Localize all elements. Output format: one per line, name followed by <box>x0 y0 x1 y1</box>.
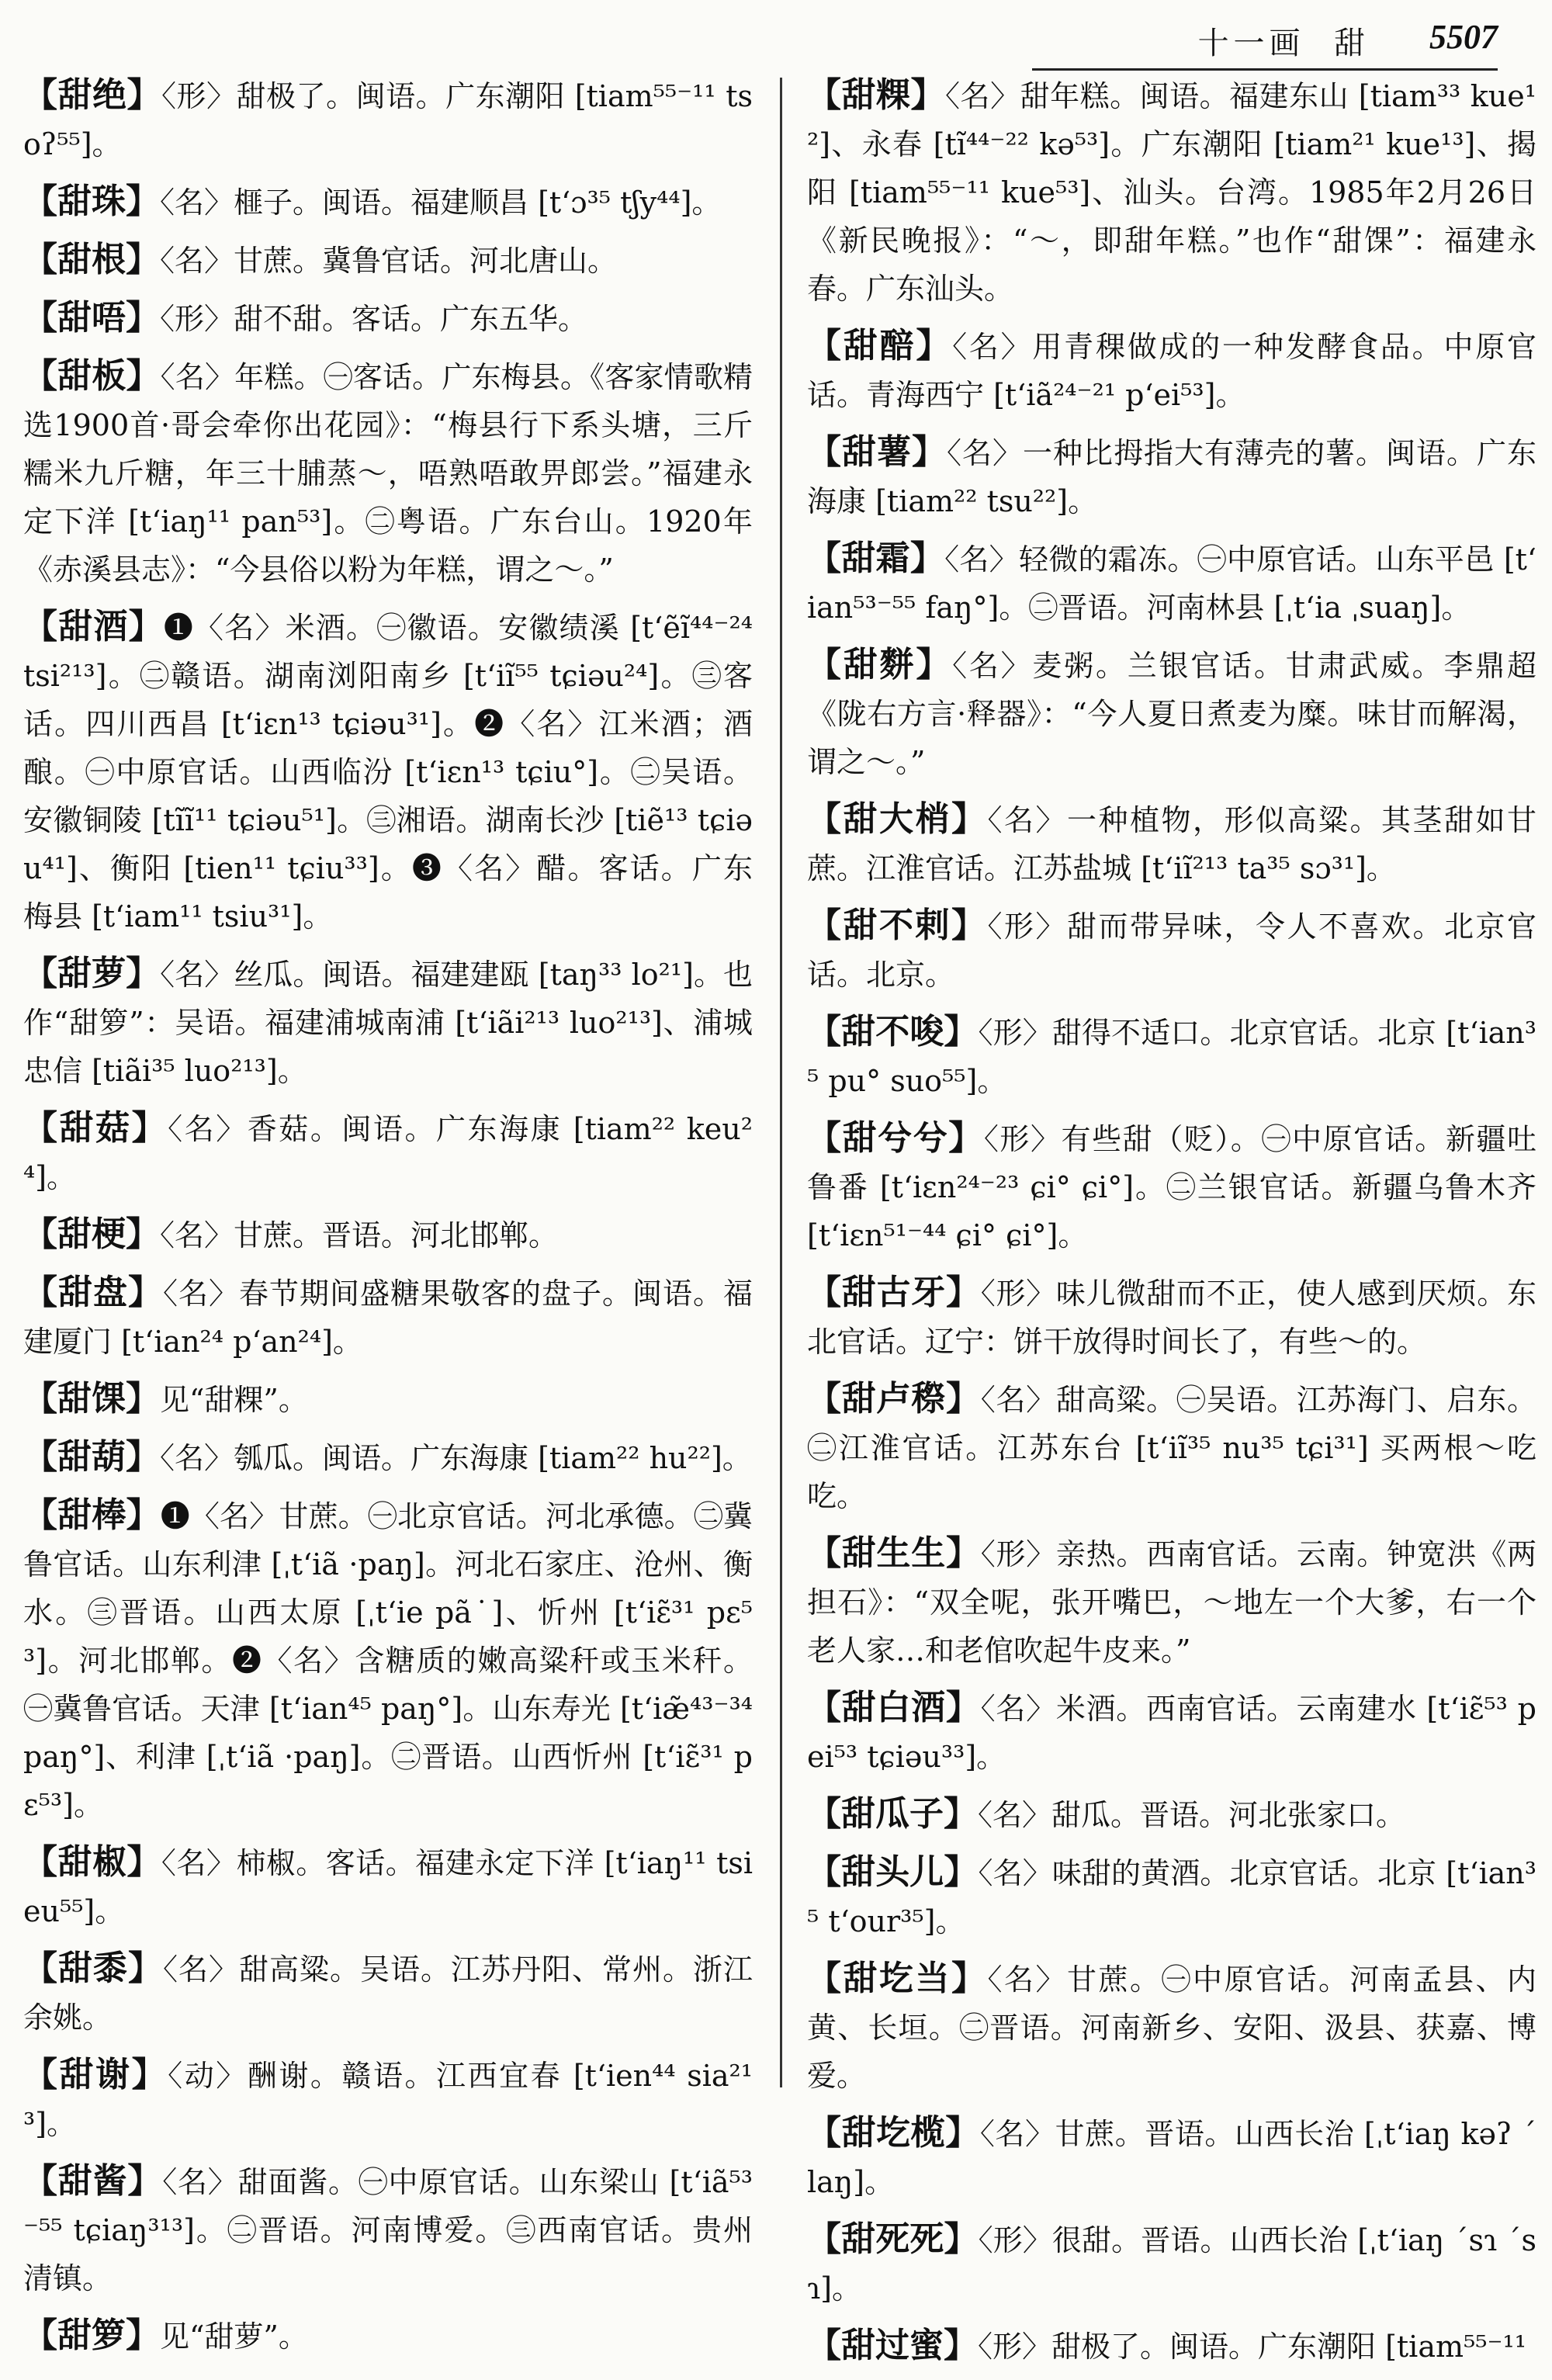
dictionary-entry <box>807 2109 1536 2206</box>
dictionary-entry <box>807 322 1536 419</box>
dictionary-entry <box>807 1955 1536 2100</box>
entry-headword: 【甜菇】 <box>23 1108 168 1148</box>
entry-definition: 〈名〉柿椒。客话。福建永定下洋 [tʻiaŋ¹¹ tsieu⁵⁵]。 <box>23 1846 753 1928</box>
dictionary-entry <box>23 71 753 168</box>
entry-headword: 【甜绝】 <box>23 75 162 115</box>
entry-headword: 【甜瓜子】 <box>807 1794 978 1834</box>
dictionary-entry <box>807 1375 1536 1520</box>
dictionary-entry <box>23 1375 753 1424</box>
dictionary-entry <box>23 1104 753 1201</box>
dictionary-entry <box>807 1008 1536 1105</box>
entry-definition: 〈名〉春节期间盛糖果敬客的盘子。闽语。福建厦门 [tʻian²⁴ pʻan²⁴]。 <box>23 1277 753 1359</box>
entry-headword: 【甜萝】 <box>23 954 161 993</box>
entry-headword: 【甜梗】 <box>23 1214 160 1254</box>
entry-headword: 【甜圪当】 <box>807 1959 988 1998</box>
left-column <box>23 71 753 2370</box>
entry-headword: 【甜大梢】 <box>807 799 988 839</box>
entry-definition: 〈名〉甘蔗。冀鲁官话。河北唐山。 <box>160 244 618 278</box>
entry-headword: 【甜酒】 <box>23 607 164 646</box>
entry-headword: 【甜棒】 <box>23 1495 161 1535</box>
dictionary-entry <box>23 603 753 941</box>
entry-headword: 【甜头儿】 <box>807 1852 979 1892</box>
entry-headword: 【甜圪榄】 <box>807 2113 980 2153</box>
stroke-count-label: 十一画 甜 <box>1197 26 1370 61</box>
entry-headword: 【甜古牙】 <box>807 1273 981 1312</box>
page-header <box>1032 14 1498 71</box>
dictionary-entry <box>807 1530 1536 1675</box>
entry-definition: 〈名〉年糕。㊀客话。广东梅县。《客家情歌精选1900首·哥会牵你出花园》：“梅县行下系头塘，三斤糯米九斤糖，年三十脯蒸～，唔熟唔敢畀郎尝。”福建永定下洋 [tʻiaŋ¹¹ pan⁵³]。㊁粤语。广东台山。1920年《赤溪县志》：“今县俗以粉为年糕，谓之～。” <box>23 360 753 587</box>
dictionary-entry <box>23 352 753 594</box>
dictionary-entry <box>807 1848 1536 1945</box>
dictionary-entry <box>807 2322 1536 2371</box>
entry-definition: 〈名〉甘蔗。晋语。山西长治 [ˌtʻiaŋ kəʔ ˊlaŋ]。 <box>807 2117 1537 2199</box>
entry-definition: 见“甜粿”。 <box>160 1383 308 1417</box>
entry-definition: 〈名〉甘蔗。晋语。河北邯郸。 <box>160 1218 559 1252</box>
entry-definition: 〈形〉甜极了。闽语。广东潮阳 [tiam⁵⁵⁻¹¹ tsoʔ⁵⁵]。 <box>23 79 753 161</box>
entry-headword: 【甜白酒】 <box>807 1688 981 1727</box>
entry-headword: 【甜酱】 <box>23 2161 163 2201</box>
dictionary-entry <box>807 2215 1536 2312</box>
entry-definition: 〈名〉甘蔗。㊀中原官话。河南孟县、内黄、长垣。㊁晋语。河南新乡、安阳、汲县、获嘉、博爱。 <box>807 1963 1536 2093</box>
entry-definition: 〈名〉用青稞做成的一种发酵食品。中原官话。青海西宁 [tʻiã²⁴⁻²¹ pʻei⁵³]。 <box>807 330 1536 412</box>
dictionary-entry <box>23 950 753 1095</box>
dictionary-entry <box>807 902 1536 999</box>
dictionary-entry <box>23 1211 753 1259</box>
entry-definition: 〈形〉甜得不适口。北京官话。北京 [tʻian³⁵ pu° suo⁵⁵]。 <box>807 1016 1537 1098</box>
dictionary-entry <box>23 1433 753 1482</box>
dictionary-entry <box>807 1790 1536 1839</box>
entry-definition: 〈名〉一种植物，形似高粱。其茎甜如甘蔗。江淮官话。江苏盐城 [tʻiĩ²¹³ ta³⁵ sɔ³¹]。 <box>807 803 1536 885</box>
entry-headword: 【甜珠】 <box>23 182 160 221</box>
entry-headword: 【甜盘】 <box>23 1273 163 1312</box>
entry-headword: 【甜唔】 <box>23 298 160 338</box>
entry-definition: 〈名〉甜面酱。㊀中原官话。山东梁山 [tʻiã⁵³⁻⁵⁵ tɕiaŋ³¹³]。㊁晋语。河南博爱。㊂西南官话。贵州清镇。 <box>23 2165 753 2295</box>
entry-definition: 见“甜萝”。 <box>160 2319 308 2354</box>
dictionary-entry <box>23 178 753 227</box>
dictionary-entry <box>807 71 1536 313</box>
entry-definition: 〈形〉甜极了。闽语。广东潮阳 [tiam⁵⁵⁻¹¹ <box>978 2330 1527 2364</box>
dictionary-entry <box>23 1945 753 2042</box>
entry-definition: ❶〈名〉米酒。㊀徽语。安徽绩溪 [tʻẽĩ⁴⁴⁻²⁴ tsi²¹³]。㊁赣语。湖南浏阳南乡 [tʻiĩ⁵⁵ tɕiəu²⁴]。㊂客话。四川西昌 [tʻiɛn¹³ tɕiəu³¹]。❷〈名〉江米酒；酒酿。㊀中原官话。山西临汾 [tʻiɛn¹³ tɕiu°]。㊁吴语。安徽铜陵 [tĩĩ¹¹ tɕiəu⁵¹]。㊂湘语。湖南长沙 [tiẽ¹³ tɕiəu⁴¹]、衡阳 [tien¹¹ tɕiu³³]。❸〈名〉醋。客话。广东梅县 [tʻiam¹¹ tsiu³¹]。 <box>23 611 753 934</box>
entry-headword: 【甜兮兮】 <box>807 1118 984 1158</box>
dictionary-entry <box>807 795 1536 892</box>
entry-headword: 【甜生生】 <box>807 1533 981 1573</box>
entry-definition: 〈名〉甜年糕。闽语。福建东山 [tiam³³ kue¹²]、永春 [tĩ⁴⁴⁻²² kə⁵³]。广东潮阳 [tiam²¹ kue¹³]、揭阳 [tiam⁵⁵⁻¹¹ kue⁵³]、汕头。台湾。1985年2月26日《新民晚报》：“～，即甜年糕。”也作“甜馃”：福建永春。广东汕头。 <box>807 79 1536 306</box>
dictionary-entry <box>23 1269 753 1366</box>
entry-definition: 〈名〉甜高粱。吴语。江苏丹阳、常州。浙江余姚。 <box>23 1952 753 2035</box>
entry-definition: ❶〈名〉甘蔗。㊀北京官话。河北承德。㊁冀鲁官话。山东利津 [ˌtʻiã ·paŋ]。河北石家庄、沧州、衡水。㊂晋语。山西太原 [ˌtʻie pã˙]、忻州 [tʻiɛ̃³¹ pɛ⁵³]。河北邯郸。❷〈名〉含糖质的嫩高粱秆或玉米秆。㊀冀鲁官话。天津 [tʻian⁴⁵ paŋ°]。山东寿光 [tʻiæ̃⁴³⁻³⁴ paŋ°]、利津 [ˌtʻiã ·paŋ]。㊁晋语。山西忻州 [tʻiɛ̃³¹ pɛ⁵³]。 <box>23 1499 753 1822</box>
dictionary-entry <box>23 1838 753 1935</box>
column-divider <box>780 78 782 2087</box>
right-column <box>807 71 1536 2380</box>
entry-headword: 【甜黍】 <box>23 1949 163 1988</box>
entry-headword: 【甜馃】 <box>23 1379 160 1419</box>
entry-headword: 【甜谢】 <box>23 2055 168 2094</box>
entry-definition: 〈形〉有些甜（贬）。㊀中原官话。新疆吐鲁番 [tʻiɛn²⁴⁻²³ ɕi° ɕi°]。㊁兰银官话。新疆乌鲁木齐 [tʻiɛn⁵¹⁻⁴⁴ ɕi° ɕi°]。 <box>807 1122 1536 1252</box>
dictionary-entry <box>807 641 1536 786</box>
entry-headword: 【甜板】 <box>23 356 161 396</box>
entry-definition: 〈名〉甜高粱。㊀吴语。江苏海门、启东。㊁江淮官话。江苏东台 [tʻiĩ³⁵ nu³⁵ tɕi³¹] 买两根～吃吃。 <box>807 1383 1536 1513</box>
entry-definition: 〈名〉榧子。闽语。福建顺昌 [tʻɔ³⁵ tʃy⁴⁴]。 <box>160 185 722 220</box>
entry-definition: 〈形〉亲热。西南官话。云南。钟宽洪《两担石》：“双全呢，张开嘴巴，～地左一个大爹，右一个老人家…和老倌吹起牛皮来。” <box>807 1537 1536 1668</box>
entry-definition: 〈形〉甜而带异味，令人不喜欢。北京官话。北京。 <box>807 909 1536 992</box>
entry-definition: 〈名〉麦粥。兰银官话。甘肃武威。李鼎超《陇右方言·释器》：“今人夏日煮麦为糜。味甘而解渴，谓之～。” <box>807 649 1536 779</box>
dictionary-entry <box>23 1491 753 1829</box>
entry-headword: 【甜不唆】 <box>807 1012 979 1051</box>
dictionary-entry <box>807 428 1536 525</box>
entry-definition: 〈名〉轻微的霜冻。㊀中原官话。山东平邑 [tʻian⁵³⁻⁵⁵ faŋ°]。㊁晋语。河南林县 [ˌtʻia ˌsuaŋ]。 <box>807 542 1536 625</box>
dictionary-entry <box>23 2051 753 2148</box>
entry-definition: 〈名〉一种比拇指大有薄壳的薯。闽语。广东海康 [tiam²² tsu²²]。 <box>807 436 1536 518</box>
entry-headword: 【甜醅】 <box>807 326 953 365</box>
entry-headword: 【甜箩】 <box>23 2316 160 2355</box>
entry-definition: 〈形〉甜不甜。客话。广东五华。 <box>160 302 588 336</box>
dictionary-entry <box>23 236 753 285</box>
dictionary-entry <box>23 2312 753 2361</box>
entry-definition: 〈名〉香菇。闽语。广东海康 [tiam²² keu²⁴]。 <box>23 1112 753 1194</box>
page-number: 5507 <box>1429 18 1498 56</box>
entry-definition: 〈动〉酬谢。赣语。江西宜春 [tʻien⁴⁴ sia²¹³]。 <box>23 2059 753 2141</box>
entry-definition: 〈名〉丝瓜。闽语。福建建瓯 [taŋ³³ lo²¹]。也作“甜箩”：吴语。福建浦城南浦 [tʻiãi²¹³ luo²¹³]、浦城忠信 [tiãi³⁵ luo²¹³]。 <box>23 958 753 1088</box>
dictionary-entry <box>807 1114 1536 1259</box>
entry-headword: 【甜椒】 <box>23 1842 161 1882</box>
entry-headword: 【甜葫】 <box>23 1437 160 1477</box>
entry-headword: 【甜霜】 <box>807 539 945 578</box>
entry-headword: 【甜薯】 <box>807 432 947 472</box>
entry-definition: 〈形〉味儿微甜而不正，使人感到厌烦。东北官话。辽宁：饼干放得时间长了，有些～的。 <box>807 1277 1536 1359</box>
dictionary-entry <box>807 1684 1536 1781</box>
entry-headword: 【甜卢穄】 <box>807 1379 981 1419</box>
entry-headword: 【甜不剌】 <box>807 906 988 945</box>
entry-headword: 【甜䴵】 <box>807 645 953 684</box>
entry-definition: 〈名〉甜瓜。晋语。河北张家口。 <box>978 1798 1406 1832</box>
dictionary-entry <box>23 294 753 343</box>
entry-definition: 〈名〉味甜的黄酒。北京官话。北京 [tʻian³⁵ tʻour³⁵]。 <box>807 1856 1537 1938</box>
entry-headword: 【甜死死】 <box>807 2219 979 2259</box>
entry-definition: 〈名〉瓠瓜。闽语。广东海康 [tiam²² hu²²]。 <box>160 1441 752 1475</box>
entry-headword: 【甜过蜜】 <box>807 2326 978 2365</box>
entry-definition: 〈名〉米酒。西南官话。云南建水 [tʻiɛ̃⁵³ pei⁵³ tɕiəu³³]。 <box>807 1692 1537 1774</box>
dictionary-entry <box>807 1269 1536 1366</box>
entry-definition: 〈形〉很甜。晋语。山西长治 [ˌtʻiaŋ ˊsɿ ˊsɿ]。 <box>807 2223 1536 2306</box>
dictionary-entry <box>807 535 1536 632</box>
entry-headword: 【甜粿】 <box>807 75 946 115</box>
entry-headword: 【甜根】 <box>23 240 160 279</box>
dictionary-entry <box>23 2157 753 2302</box>
